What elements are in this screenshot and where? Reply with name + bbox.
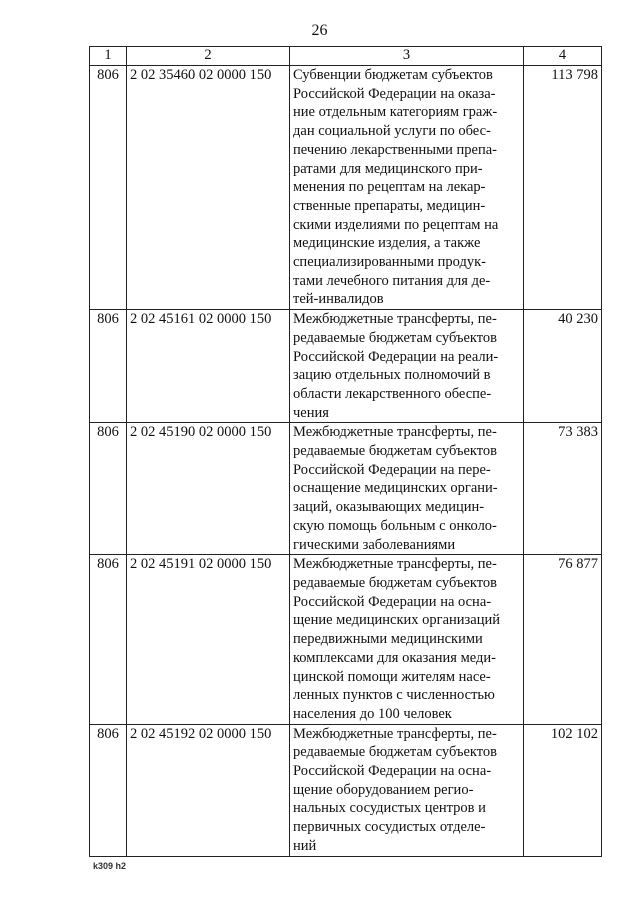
description-line: менения по рецептам на лекар- — [293, 179, 486, 196]
budget-code-cell: 2 02 45161 02 0000 150 — [127, 310, 290, 423]
table-row — [90, 724, 602, 856]
description-line: щение оборудованием регио- — [293, 781, 474, 798]
description-line: Российской Федерации на оказа- — [293, 85, 496, 102]
description-line: редаваемые бюджетам субъектов — [293, 744, 498, 761]
budget-code-cell: 2 02 45192 02 0000 150 — [127, 724, 290, 856]
description-line: тей-инвалидов — [293, 291, 384, 308]
description-line: ственные препараты, медицин- — [293, 197, 486, 214]
description-line: дан социальной услуги по обес- — [293, 123, 491, 140]
budget-code-cell: 2 02 35460 02 0000 150 — [127, 66, 290, 310]
description-line: скими изделиями по рецептам на — [293, 216, 499, 233]
header-row — [90, 47, 602, 66]
description-line: Российской Федерации на пере- — [293, 461, 491, 478]
description-line: нальных сосудистых центров и — [293, 800, 486, 817]
description-cell — [290, 310, 524, 423]
description-line: Российской Федерации на осна- — [293, 763, 492, 780]
amount-cell: 73 383 — [524, 423, 602, 555]
description-line: щение медицинских организаций — [293, 612, 500, 629]
amount-cell: 113 798 — [524, 66, 602, 310]
table-row — [90, 66, 602, 310]
description-line: редаваемые бюджетам субъектов — [293, 329, 498, 346]
admin-code-cell: 806 — [90, 555, 127, 724]
description-line: ратами для медицинского при- — [293, 160, 483, 177]
description-line: гическими заболеваниями — [293, 536, 456, 553]
description-line: печению лекарственными препа- — [293, 141, 497, 158]
description-cell — [290, 66, 524, 310]
admin-code-cell: 806 — [90, 423, 127, 555]
budget-code-cell: 2 02 45190 02 0000 150 — [127, 423, 290, 555]
description-line: Субвенции бюджетам субъектов — [293, 67, 493, 83]
description-line: скую помощь больным с онколо- — [293, 517, 497, 534]
description-line: цинской помощи жителям насе- — [293, 668, 491, 685]
description-line: ний — [293, 837, 317, 854]
table-row — [90, 555, 602, 724]
description-line: комплексами для оказания меди- — [293, 649, 496, 666]
description-line: чения — [293, 404, 329, 421]
description-line: специализированными продук- — [293, 254, 486, 271]
description-line: заций, оказывающих медицин- — [293, 499, 485, 516]
description-line: ние отдельным категориям граж- — [293, 104, 498, 121]
description-cell — [290, 724, 524, 856]
header-col-4: 4 — [524, 47, 602, 66]
budget-code-cell: 2 02 45191 02 0000 150 — [127, 555, 290, 724]
amount-cell: 76 877 — [524, 555, 602, 724]
budget-table — [89, 46, 602, 857]
header-col-1: 1 — [90, 47, 127, 66]
amount-cell: 40 230 — [524, 310, 602, 423]
description-line: ленных пунктов с численностью — [293, 687, 495, 704]
admin-code-cell: 806 — [90, 66, 127, 310]
description-line: населения до 100 человек — [293, 705, 452, 722]
table-row — [90, 423, 602, 555]
description-line: передвижными медицинскими — [293, 631, 483, 648]
description-line: зацию отдельных полномочий в — [293, 367, 491, 384]
description-line: медицинские изделия, а также — [293, 235, 481, 252]
description-line: области лекарственного обеспе- — [293, 385, 492, 402]
description-line: редаваемые бюджетам субъектов — [293, 574, 498, 591]
description-cell — [290, 555, 524, 724]
description-line: Межбюджетные трансферты, пе- — [293, 556, 497, 573]
description-cell — [290, 423, 524, 555]
description-line: Межбюджетные трансферты, пе- — [293, 311, 497, 328]
document-code: k309 h2 — [93, 861, 127, 871]
description-line: тами лечебного питания для де- — [293, 272, 491, 289]
description-line: Межбюджетные трансферты, пе- — [293, 424, 497, 441]
description-line: оснащение медицинских органи- — [293, 480, 498, 497]
header-col-3: 3 — [290, 47, 524, 66]
description-line: Российской Федерации на осна- — [293, 593, 492, 610]
admin-code-cell: 806 — [90, 724, 127, 856]
header-col-2: 2 — [127, 47, 290, 66]
amount-cell: 102 102 — [524, 724, 602, 856]
description-line: Российской Федерации на реали- — [293, 348, 499, 365]
description-line: первичных сосудистых отделе- — [293, 819, 486, 836]
description-line: редаваемые бюджетам субъектов — [293, 443, 498, 460]
description-line: Межбюджетные трансферты, пе- — [293, 725, 497, 742]
page-number: 26 — [311, 22, 328, 39]
table-body — [90, 66, 602, 857]
admin-code-cell: 806 — [90, 310, 127, 423]
table-row — [90, 310, 602, 423]
table-header — [90, 47, 602, 66]
